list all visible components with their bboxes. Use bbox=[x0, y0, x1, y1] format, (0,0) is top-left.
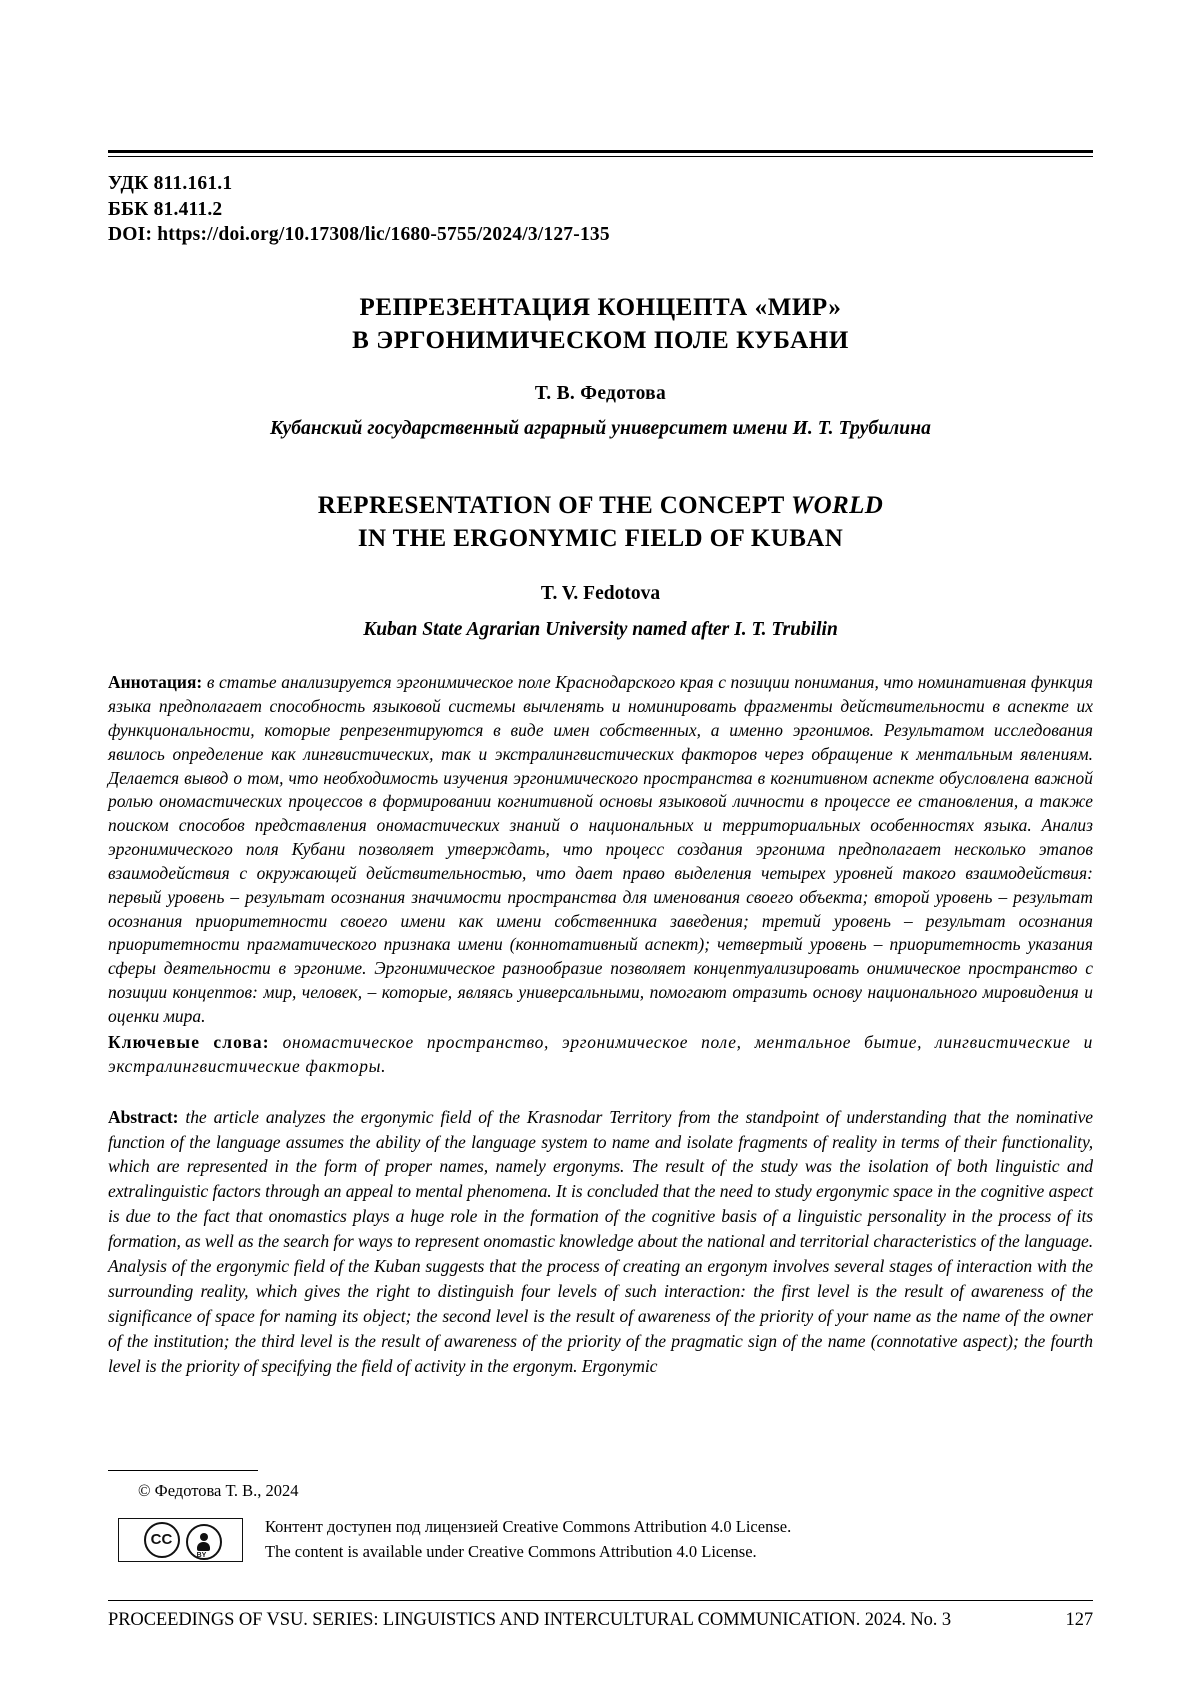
running-footer-divider bbox=[108, 1600, 1093, 1601]
abstract-russian bbox=[108, 671, 1093, 1029]
top-divider bbox=[108, 150, 1093, 157]
title-english-line-2: IN THE ERGONYMIC FIELD OF KUBAN bbox=[357, 524, 844, 552]
abstract-english bbox=[108, 1105, 1093, 1380]
keywords-russian-text: ономастическое пространство, эргонимическое поле, ментальное бытие, лингвистические и экстралингвистические факторы. bbox=[108, 1031, 1094, 1076]
title-english-italic-term: WORLD bbox=[790, 492, 884, 520]
title-english-line-1 bbox=[108, 490, 1093, 523]
running-footer-text bbox=[108, 1610, 1093, 1631]
footnote-divider bbox=[108, 1470, 258, 1471]
page-footer bbox=[108, 1470, 1093, 1565]
classification-codes bbox=[108, 171, 1093, 248]
title-english bbox=[108, 490, 1093, 555]
license-text-english: The content is available under Creative Commons Attribution 4.0 License. bbox=[265, 1541, 757, 1561]
title-russian-line-2: В ЭРГОНИМИЧЕСКОМ ПОЛЕ КУБАНИ bbox=[352, 326, 849, 354]
abstract-english-text: the article analyzes the ergonymic field of the Krasnodar Territory from the standpoint of understanding that the nominative function of the language assumes the ability of the language system to name and isolate fragments of reality in terms of their functionality, which are represented in the form of proper names, namely ergonyms. The result of the study was the isolation of both linguistic and extralinguistic factors through an appeal to mental phenomena. It is concluded that the need to study ergonymic space in the cognitive aspect is due to the fact that onomastics plays a huge role in the formation of the cognitive basis of a linguistic personality in the process of its formation, as well as the search for ways to represent onomastic knowledge about the national and territorial characteristics of the language. Analysis of the ergonymic field of the Kuban suggests that the process of creating an ergonym involves several stages of interaction with the surrounding reality, which gives the right to distinguish four levels of such interaction: the first level is the result of awareness of the significance of space for naming its object; the second level is the result of awareness of the priority of your name as the name of the owner of the institution; the third level is the result of awareness of the priority of the pragmatic sign of the name (connotative aspect); the fourth level is the priority of specifying the field of activity in the ergonym. Ergonymic bbox=[108, 1106, 1093, 1377]
doi-line[interactable]: DOI: https://doi.org/10.17308/lic/1680-5755/2024/3/127-135 bbox=[108, 224, 610, 246]
copyright-line: © Федотова Т. В., 2024 bbox=[138, 1481, 299, 1500]
person-body-icon bbox=[197, 1542, 210, 1551]
cc-by-label: BY bbox=[196, 1551, 207, 1559]
affiliation-english: Kuban State Agrarian University named after I. T. Trubilin bbox=[363, 619, 838, 641]
article-content bbox=[108, 150, 1093, 1379]
author-russian: Т. В. Федотова bbox=[534, 383, 667, 405]
keywords-russian-label: Ключевые слова: bbox=[108, 1031, 270, 1052]
title-russian-line-1: РЕПРЕЗЕНТАЦИЯ КОНЦЕПТА «МИР» bbox=[359, 294, 842, 322]
person-head-icon bbox=[200, 1533, 208, 1541]
creative-commons-badge[interactable] bbox=[118, 1518, 243, 1562]
bbk-code: ББК 81.411.2 bbox=[108, 198, 223, 220]
running-footer bbox=[108, 1600, 1093, 1631]
title-english-prefix: REPRESENTATION OF THE CONCEPT bbox=[317, 492, 791, 520]
udk-code: УДК 811.161.1 bbox=[108, 173, 233, 194]
abstract-russian-label: Аннотация: bbox=[108, 672, 203, 693]
license-row bbox=[108, 1515, 1093, 1565]
journal-name: PROCEEDINGS OF VSU. SERIES: LINGUISTICS AND INTERCULTURAL COMMUNICATION. 2024. No. 3 bbox=[108, 1610, 951, 1630]
affiliation-russian: Кубанский государственный аграрный университет имени И. Т. Трубилина bbox=[269, 418, 931, 440]
page-number: 127 bbox=[1065, 1610, 1093, 1630]
cc-logo-icon: CC bbox=[144, 1522, 180, 1558]
abstract-english-label: Abstract: bbox=[108, 1106, 179, 1127]
license-text-russian: Контент доступен под лицензией Creative Commons Attribution 4.0 License. bbox=[265, 1517, 792, 1536]
cc-by-icon bbox=[186, 1524, 218, 1559]
keywords-russian bbox=[108, 1031, 1093, 1079]
license-text bbox=[265, 1515, 791, 1565]
author-english: T. V. Fedotova bbox=[540, 583, 661, 605]
title-russian bbox=[108, 292, 1093, 357]
abstract-russian-text: в статье анализируется эргонимическое поле Краснодарского края с позиции понимания, что номинативная функция языка предполагает способность языковой системы вычленять и номинировать фрагменты действительности в аспекте их функциональности, которые репрезентируются в виде имен собственных, а именно эргонимов. Результатом исследования явилось определение как лингвистических, так и экстралингвистических факторов через обращение к ментальным явлениям. Делается вывод о том, что необходимость изучения эргонимического пространства в когнитивном аспекте обусловлена важной ролью ономастических процессов в формировании когнитивной основы языковой личности в процессе ее становления, а также поиском способов представления ономастических знаний о национальных и территориальных особенностях языка. Анализ эргонимического поля Кубани позволяет утверждать, что процесс создания эргонима предполагает несколько этапов взаимодействия с окружающей действительностью, что дает право выделения четырех уровней такого взаимодействия: первый уровень – результат осознания значимости пространства для именования своего объекта; второй уровень – результат осознания приоритетности своего имени как имени собственника заведения; третий уровень – результат осознания приоритетности прагматического признака имени (коннотативный аспект); четвертый уровень – приоритетность указания сферы деятельности в эргониме. Эргонимическое разнообразие позволяет концептуализировать онимическое пространство с позиции концептов: мир, человек, – которые, являясь универсальными, помогают отразить основу национального мировидения и оценки мира. bbox=[108, 672, 1093, 1027]
